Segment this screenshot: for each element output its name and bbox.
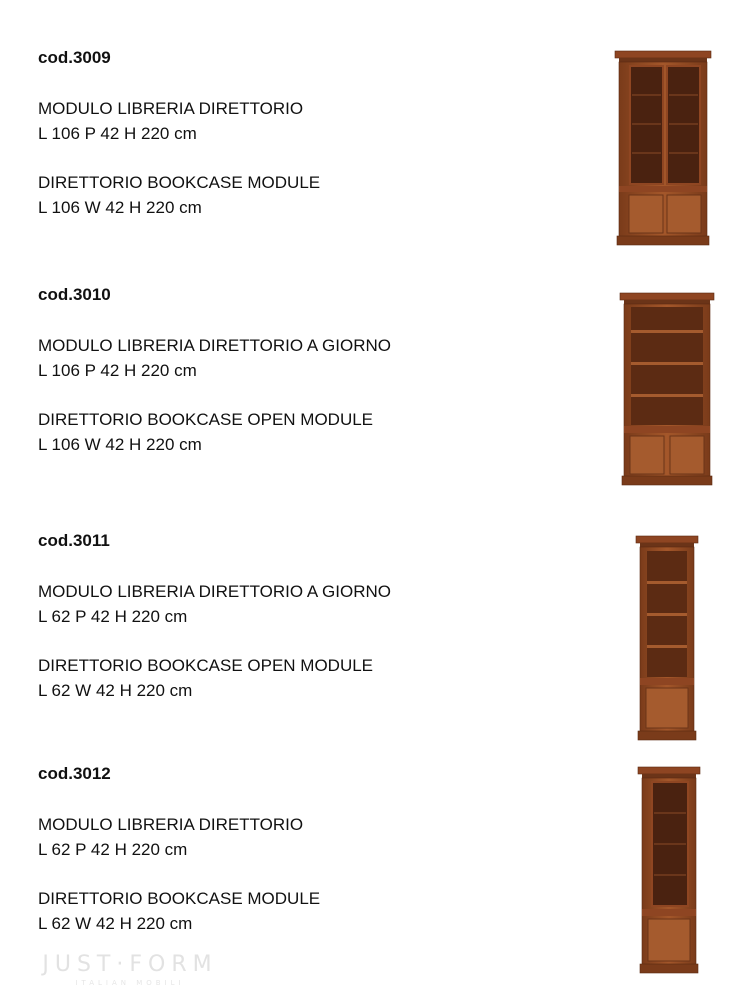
wooden-bookcase-glass-door-narrow-icon xyxy=(636,764,702,976)
italian-name: MODULO LIBRERIA DIRETTORIO xyxy=(38,815,304,834)
product-block-3009 xyxy=(38,48,558,220)
wooden-bookcase-two-glass-doors-icon xyxy=(612,48,714,248)
wooden-bookcase-open-wide-icon xyxy=(618,290,716,488)
italian-name: MODULO LIBRERIA DIRETTORIO xyxy=(38,99,304,118)
italian-dimensions: L 106 P 42 H 220 cm xyxy=(38,124,197,143)
wooden-bookcase-open-narrow-icon xyxy=(634,533,700,743)
product-block-3010 xyxy=(38,285,558,457)
watermark-logo xyxy=(20,952,240,988)
product-block-3012 xyxy=(38,764,558,936)
product-code: cod.3011 xyxy=(38,531,110,550)
italian-dimensions: L 62 P 42 H 220 cm xyxy=(38,607,188,626)
english-name: DIRETTORIO BOOKCASE OPEN MODULE xyxy=(38,656,374,675)
english-dimensions: L 62 W 42 H 220 cm xyxy=(38,914,193,933)
italian-name: MODULO LIBRERIA DIRETTORIO A GIORNO xyxy=(38,336,391,355)
english-dimensions: L 62 W 42 H 220 cm xyxy=(38,681,193,700)
watermark-brand: JUST·FORM xyxy=(42,952,218,977)
english-dimensions: L 106 W 42 H 220 cm xyxy=(38,198,202,217)
product-block-3011 xyxy=(38,531,558,703)
product-code: cod.3012 xyxy=(38,764,111,783)
watermark-tagline: ITALIAN MOBILI xyxy=(75,979,185,987)
english-name: DIRETTORIO BOOKCASE OPEN MODULE xyxy=(38,410,374,429)
product-code: cod.3009 xyxy=(38,48,111,67)
english-dimensions: L 106 W 42 H 220 cm xyxy=(38,435,202,454)
italian-dimensions: L 62 P 42 H 220 cm xyxy=(38,840,188,859)
italian-dimensions: L 106 P 42 H 220 cm xyxy=(38,361,197,380)
english-name: DIRETTORIO BOOKCASE MODULE xyxy=(38,173,321,192)
english-name: DIRETTORIO BOOKCASE MODULE xyxy=(38,889,321,908)
product-code: cod.3010 xyxy=(38,285,111,304)
italian-name: MODULO LIBRERIA DIRETTORIO A GIORNO xyxy=(38,582,391,601)
